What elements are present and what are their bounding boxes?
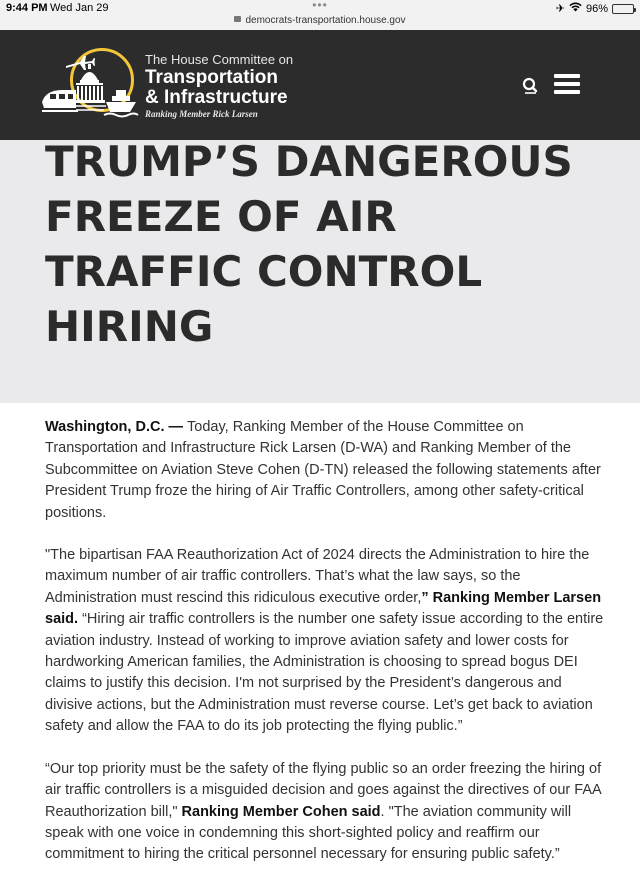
status-bar [0,0,640,30]
hero-banner [0,137,640,403]
ranking-member-tagline: Ranking Member Rick Larsen [145,109,258,119]
quote-text: “Our top priority must be the safety of the flying public so an order freezing the hiring of air traffic controllers is a misguided decision and goes against the directives of our FAA Reauthorization bill," [45,760,602,820]
article-body [45,417,605,887]
lock-icon [234,16,241,22]
battery-percent: 96% [585,2,608,15]
article-paragraph-2 [45,545,605,738]
committee-logo-icon[interactable] [40,44,140,122]
hamburger-menu-button[interactable] [554,74,580,98]
quote-text: "The bipartisan FAA Reauthorization Act of 2024 directs the Administration to hire the maximum number of air traffic controllers. That’s what the law says, so the Administration must rescind this ridiculous executive order, [45,547,590,606]
page-title: TRUMP’S DANGEROUS FREEZE OF AIR TRAFFIC CONTROL HIRING [45,137,573,351]
address-bar[interactable] [0,15,640,26]
org-name-prefix[interactable]: The House Committee on [145,52,294,67]
url-text: democrats-transportation.house.gov [245,15,406,26]
paragraph-text: Today, Ranking Member of the House Committee on Transportation and Infrastructure Rick Larsen (D-WA) and Ranking Member of the Subcommittee on Aviation Steve Cohen (D-TN) released the following statements after President Trump froze the hiring of Air Traffic Controllers, among other safety-critical positions. [45,419,601,521]
multitasking-dots[interactable]: ••• [312,0,328,12]
quote-text: “Hiring air traffic controllers is the number one safety issue according to the entire aviation industry. Instead of working to improve aviation safety and lower costs for hardworking American families, the Administration is choosing to spread bogus DEI claims to justify this decision. I'm not surprised by the President’s dangerous and divisive actions, but the Administration must reverse course. Let’s get back to aviation safety and allow the FAA to do its job protecting the flying public.” [45,611,604,735]
status-date: Wed Jan 29 [50,2,109,14]
site-header [0,30,640,140]
menu-icon-bar [554,74,580,78]
article-paragraph-3 [45,759,605,866]
article-paragraph-1 [45,417,605,524]
dateline: Washington, D.C. — [45,419,188,435]
search-icon [520,76,540,96]
org-name-main[interactable]: Transportation [145,67,279,88]
status-time: 9:44 PM [6,2,48,14]
search-button[interactable] [520,76,540,96]
org-name-sub[interactable]: & Infrastructure [145,87,288,108]
wifi-icon [569,2,582,15]
speaker-attribution: ” Ranking Member Larsen said. [45,589,602,628]
quote-text: . "The aviation community will speak with one voice in condemning this short-sighted policy and reaffirm our commitment to hiring the critical personnel necessary for ensuring public safety.” [45,803,572,863]
status-indicators [556,2,634,15]
menu-icon-bar [554,90,580,94]
battery-icon [612,4,634,14]
menu-icon-bar [554,82,580,86]
speaker-attribution: Ranking Member Cohen said [181,803,381,820]
airplane-mode-icon: ✈ [555,3,565,15]
